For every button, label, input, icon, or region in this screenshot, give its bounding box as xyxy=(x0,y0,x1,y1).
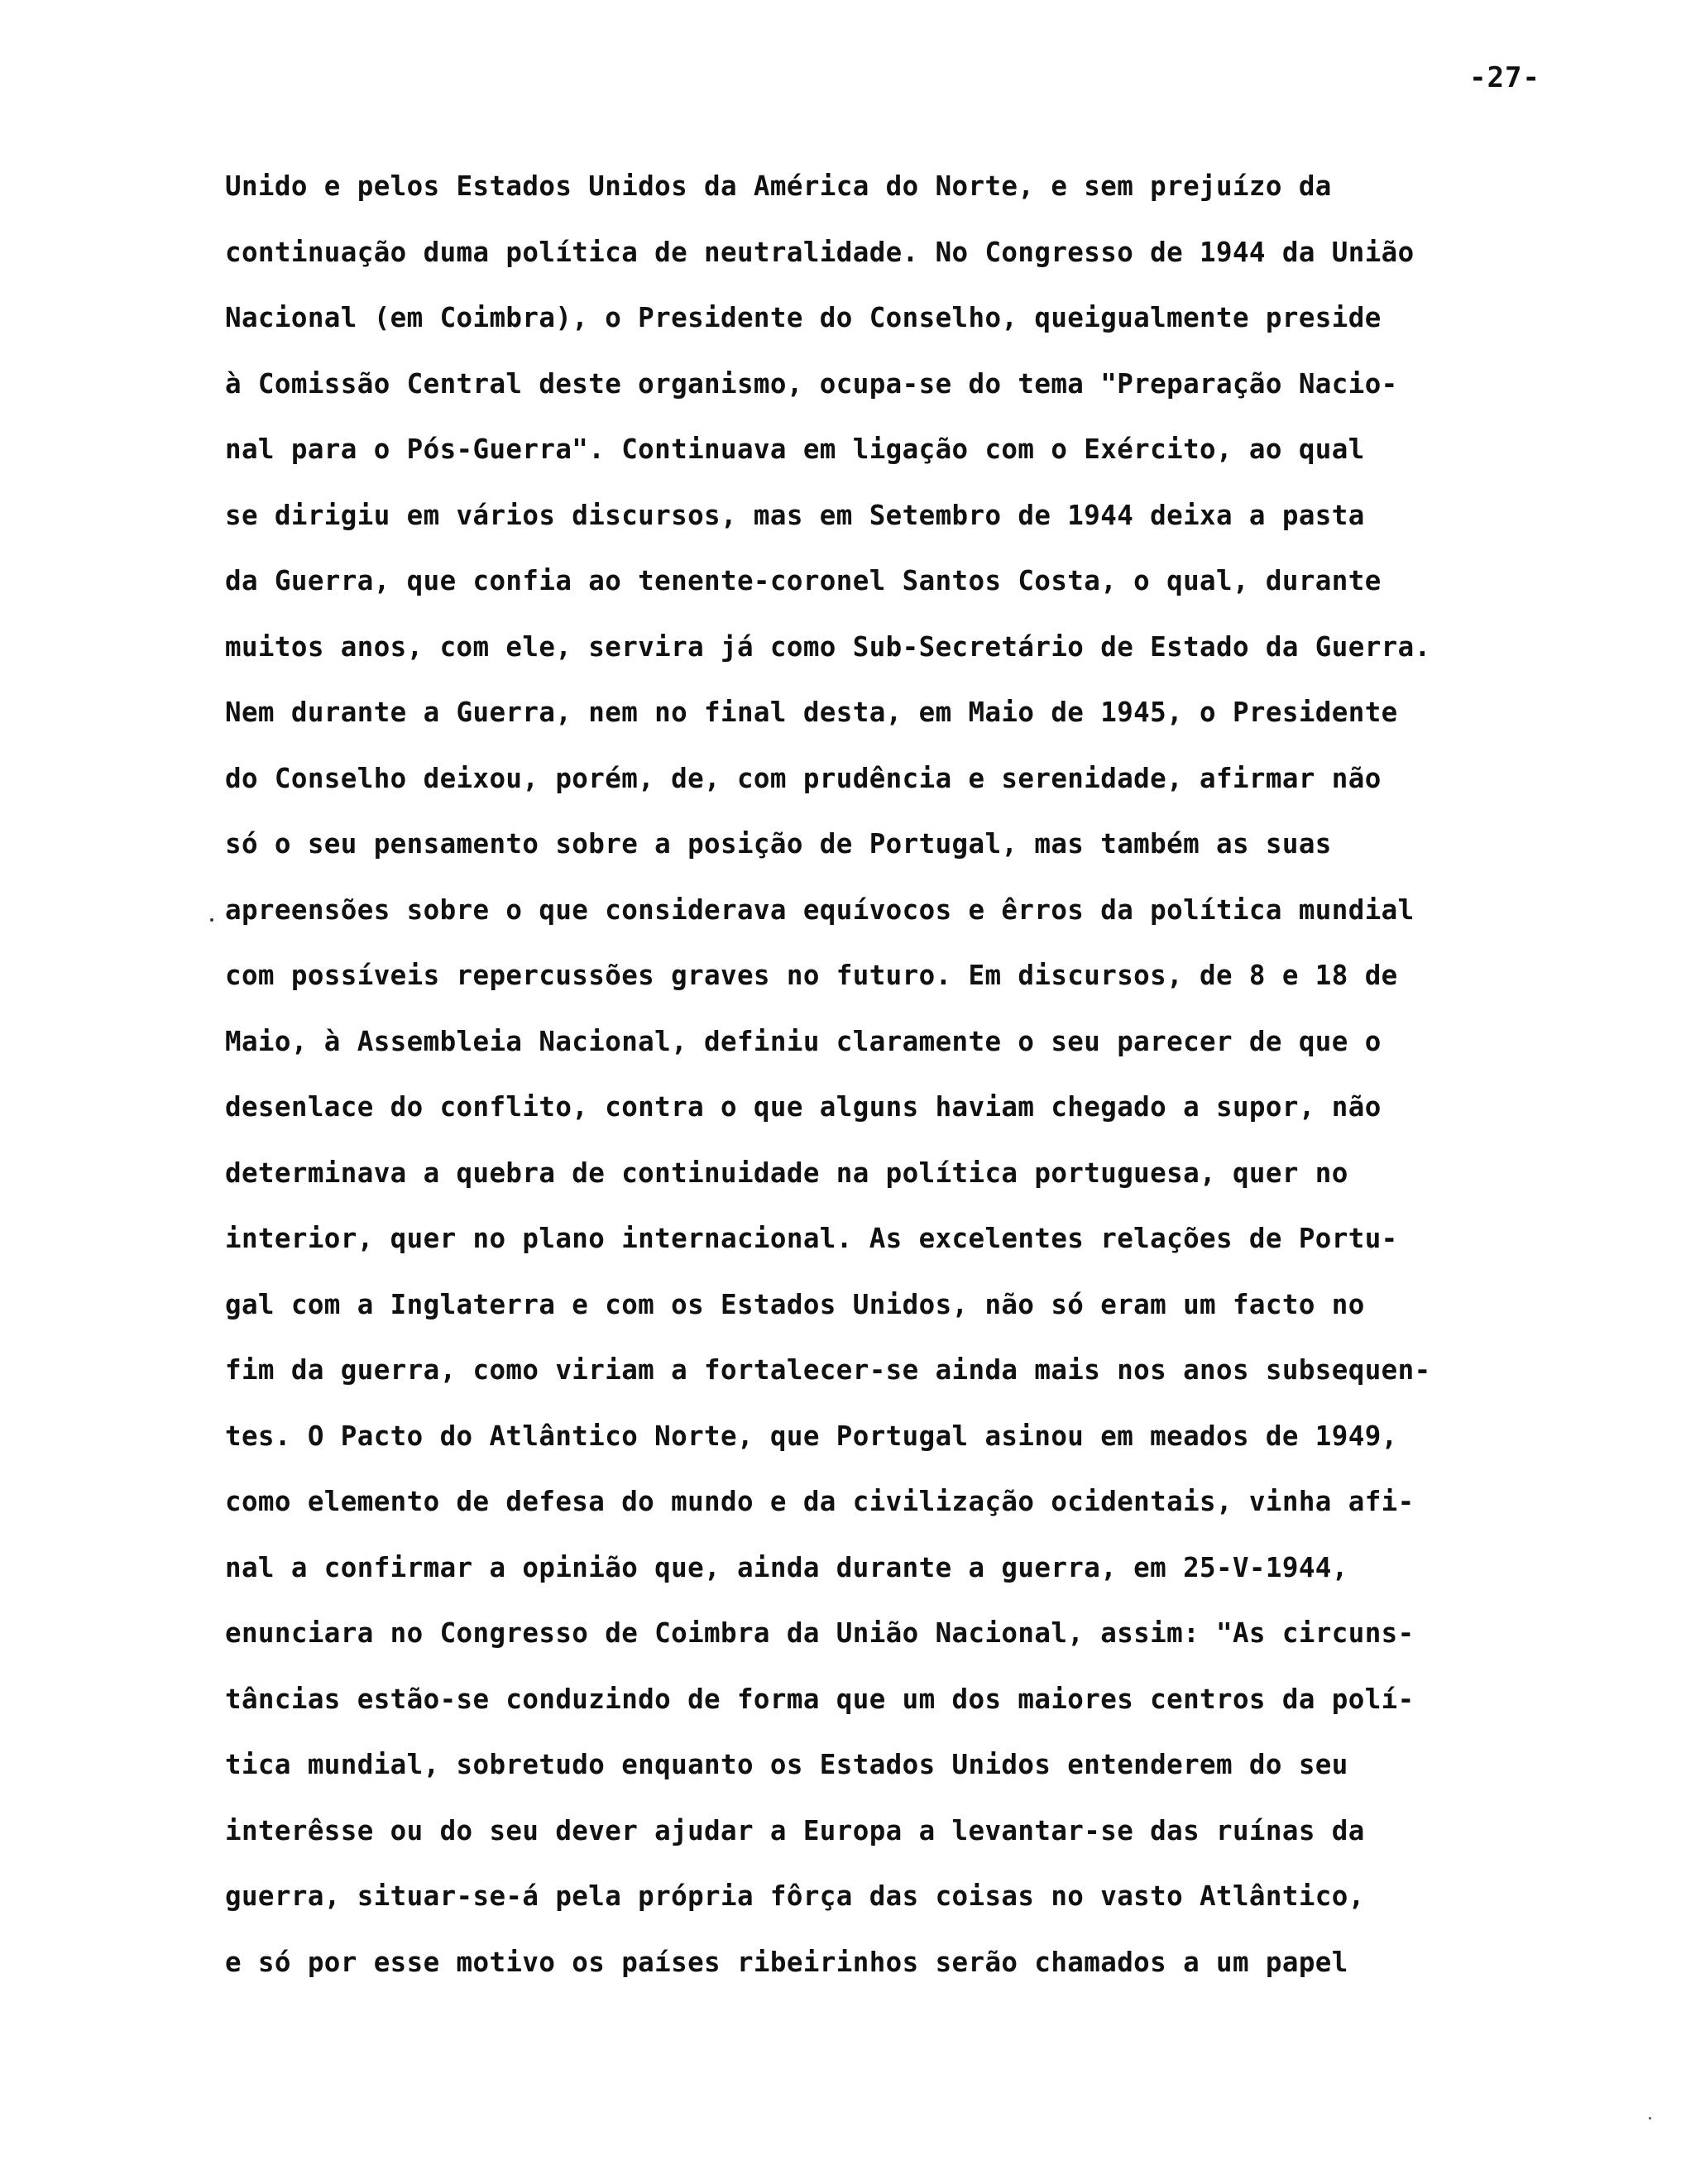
text-line: muitos anos, com ele, servira já como Sub-Secretário de Estado da Guerra. xyxy=(225,630,1431,663)
text-line: gal com a Inglaterra e com os Estados Unidos, não só eram um facto no xyxy=(225,1288,1365,1320)
text-line: interêsse ou do seu dever ajudar a Europa a levantar-se das ruínas da xyxy=(225,1814,1365,1846)
text-line: como elemento de defesa do mundo e da civilização ocidentais, vinha afi- xyxy=(225,1486,1415,1517)
text-line: nal a confirmar a opinião que, ainda durante a guerra, em 25-V-1944, xyxy=(225,1551,1348,1583)
text-line: do Conselho deixou, porém, de, com prudência e serenidade, afirmar não xyxy=(225,762,1382,794)
text-line: da Guerra, que confia ao tenente-coronel Santos Costa, o qual, durante xyxy=(225,565,1382,596)
text-line: determinava a quebra de continuidade na política portuguesa, quer no xyxy=(225,1157,1348,1189)
text-line: tâncias estão-se conduzindo de forma que um dos maiores centros da polí- xyxy=(225,1683,1415,1715)
text-line: fim da guerra, como viriam a fortalecer-se ainda mais nos anos subsequen- xyxy=(225,1354,1431,1386)
text-line: e só por esse motivo os países ribeirinhos serão chamados a um papel xyxy=(225,1946,1348,1978)
text-line: Nem durante a Guerra, nem no final desta, em Maio de 1945, o Presidente xyxy=(225,697,1398,728)
text-line: nal para o Pós-Guerra". Continuava em ligação com o Exército, ao qual xyxy=(225,433,1365,465)
text-line: guerra, situar-se-á pela própria fôrça das coisas no vasto Atlântico, xyxy=(225,1880,1365,1912)
text-line: desenlace do conflito, contra o que alguns haviam chegado a supor, não xyxy=(225,1091,1382,1123)
text-line: se dirigiu em vários discursos, mas em Setembro de 1944 deixa a pasta xyxy=(225,499,1365,531)
body-text xyxy=(225,154,1631,1995)
page-number: -27- xyxy=(1469,61,1540,94)
text-line: à Comissão Central deste organismo, ocupa-se do tema "Preparação Nacio- xyxy=(225,367,1398,400)
text-line: tes. O Pacto do Atlântico Norte, que Portugal asinou em meados de 1949, xyxy=(225,1420,1398,1452)
corner-ink-dot xyxy=(1649,2117,1651,2119)
text-line: Nacional (em Coimbra), o Presidente do Conselho, queigualmente preside xyxy=(225,302,1382,333)
text-line: tica mundial, sobretudo enquanto os Estados Unidos entenderem do seu xyxy=(225,1749,1348,1780)
text-line: Maio, à Assembleia Nacional, definiu claramente o seu parecer de que o xyxy=(225,1025,1382,1057)
text-line: com possíveis repercussões graves no futuro. Em discursos, de 8 e 18 de xyxy=(225,960,1398,991)
text-line: só o seu pensamento sobre a posição de Portugal, mas também as suas xyxy=(225,828,1332,860)
text-line: continuação duma política de neutralidade. No Congresso de 1944 da União xyxy=(225,236,1415,268)
text-line: apreensões sobre o que considerava equívocos e êrros da política mundial xyxy=(225,893,1415,926)
text-line: interior, quer no plano internacional. As excelentes relações de Portu- xyxy=(225,1223,1398,1254)
text-line: enunciara no Congresso de Coimbra da União Nacional, assim: "As circuns- xyxy=(225,1617,1415,1649)
text-line: Unido e pelos Estados Unidos da América do Norte, e sem prejuízo da xyxy=(225,170,1332,202)
margin-ink-dot xyxy=(210,918,213,922)
